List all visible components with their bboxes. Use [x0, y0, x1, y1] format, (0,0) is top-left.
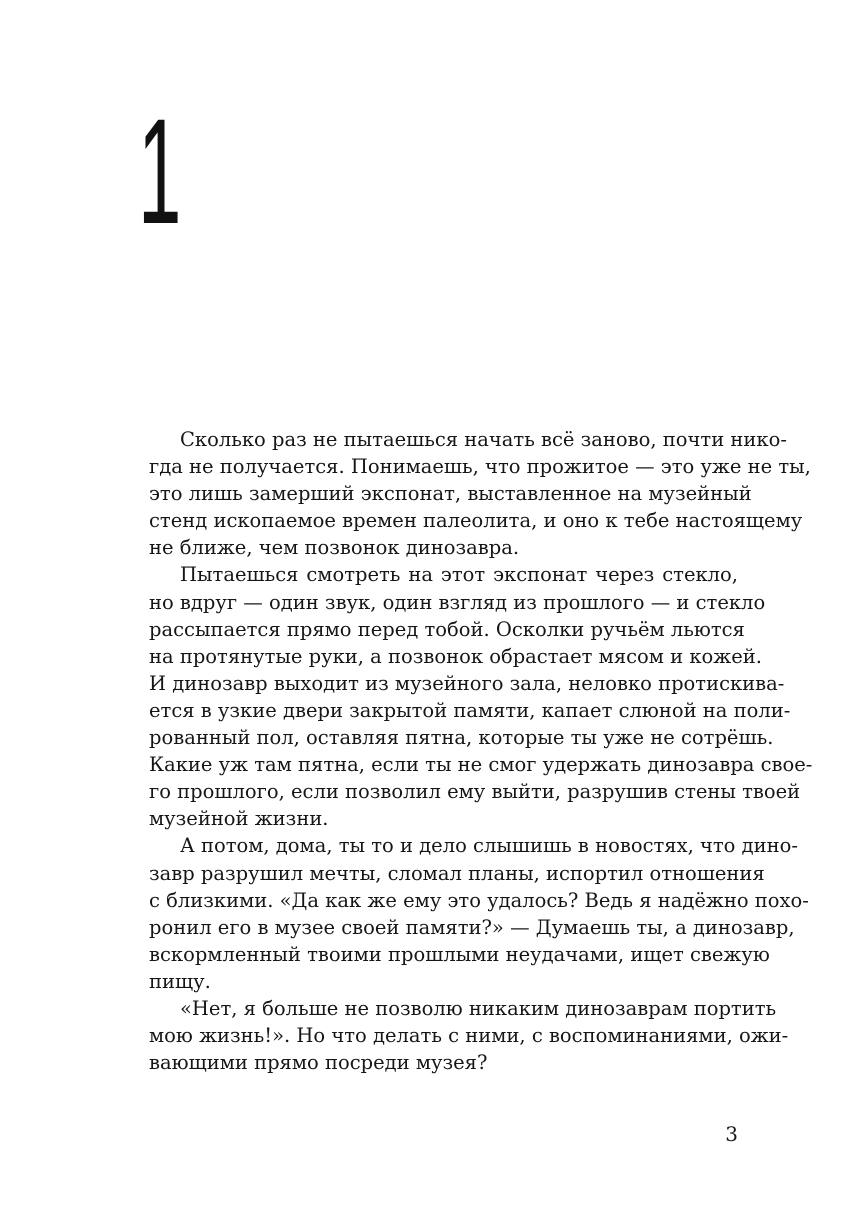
text-line: музейной жизни. [149, 807, 329, 831]
text-line: ется в узкие двери закрытой памяти, капает слюной на поли- [149, 698, 791, 722]
paragraph-2 [118, 561, 813, 832]
text-line: с близкими. «Да как же ему это удалось? Ведь я надёжно похо- [149, 888, 809, 912]
body-text [118, 426, 813, 1076]
text-line: но вдруг — один звук, один взгляд из прошлого — и стекло [149, 590, 766, 614]
text-line: ронил его в музее своей памяти?» — Думаешь ты, а динозавр, [149, 915, 795, 939]
chapter-number: 1 [138, 87, 182, 255]
text-line: И динозавр выходит из музейного зала, неловко протискива- [149, 671, 785, 695]
text-line: «Нет, я больше не позволю никаким динозаврам портить [180, 996, 777, 1020]
text-line: рованный пол, оставляя пятна, которые ты уже не сотрёшь. [149, 726, 774, 750]
text-line: Пытаешься смотреть на этот экспонат через стекло, [180, 563, 738, 587]
paragraph-4 [118, 995, 789, 1076]
text-line: го прошлого, если позволил ему выйти, разрушив стены твоей [149, 780, 801, 804]
text-line: завр разрушил мечты, сломал планы, испортил отношения [149, 861, 765, 885]
text-line: вскормленный твоими прошлыми неудачами, ищет свежую [149, 942, 770, 966]
paragraph-3 [118, 832, 809, 995]
text-line: не ближе, чем позвонок динозавра. [149, 536, 520, 560]
text-line: стенд ископаемое времен палеолита, и оно к тебе настоящему [149, 509, 803, 533]
text-line: пищу. [149, 969, 211, 993]
text-line: мою жизнь!». Но что делать с ними, с воспоминаниями, ожи- [149, 1024, 789, 1048]
text-line: рассыпается прямо перед тобой. Осколки ручьём льются [149, 617, 745, 641]
text-line: Сколько раз не пытаешься начать всё заново, почти нико- [180, 428, 787, 451]
text-line: на протянутые руки, а позвонок обрастает мясом и кожей. [149, 644, 762, 668]
text-line: гда не получается. Понимаешь, что прожитое — это уже не ты, [149, 455, 811, 479]
text-line: А потом, дома, ты то и дело слышишь в новостях, что дино- [180, 834, 798, 858]
text-line: это лишь замерший экспонат, выставленное на музейный [149, 482, 752, 506]
paragraph-1 [118, 426, 811, 561]
text-line: Какие уж там пятна, если ты не смог удержать динозавра свое- [149, 753, 813, 777]
text-line: вающими прямо посреди музея? [149, 1051, 488, 1075]
page-number: 3 [725, 1122, 738, 1146]
